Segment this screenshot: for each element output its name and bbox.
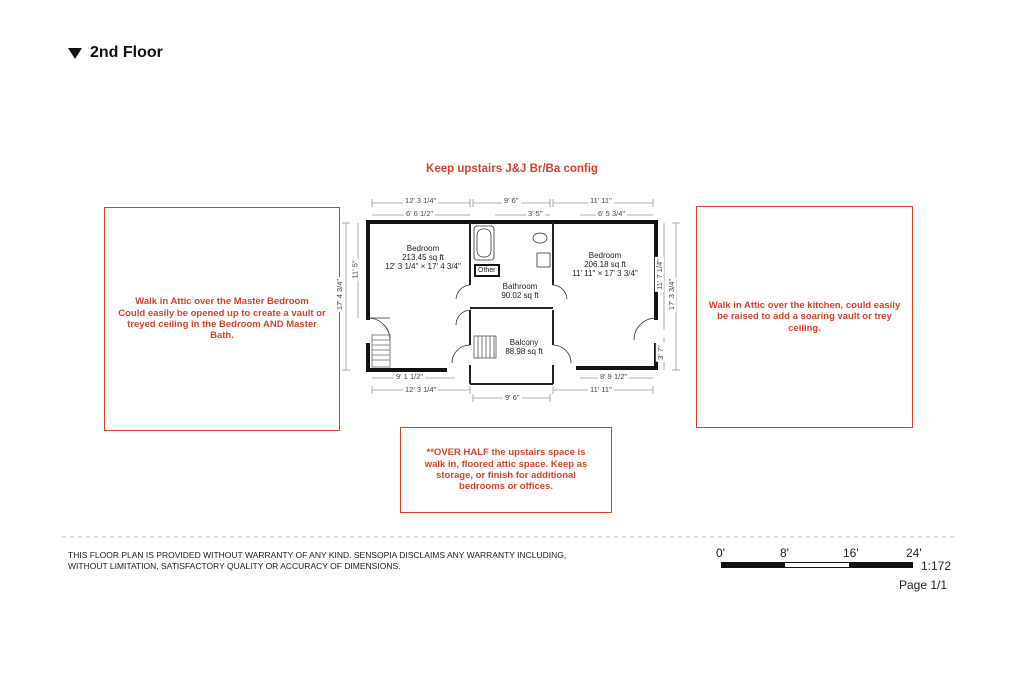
dim-label: 12' 3 1/4" (405, 385, 437, 394)
dim-label: 6' 5 3/4" (598, 209, 626, 218)
dim-label: 9' 6" (504, 196, 519, 205)
room-area: 90.02 sq ft (501, 291, 539, 301)
note-left-line: Bath. (210, 330, 234, 342)
inner-walls (470, 222, 553, 384)
page-number: Page 1/1 (899, 578, 948, 592)
dim-label: 3' 7" (655, 345, 665, 360)
scale-tick: 0' (716, 546, 725, 560)
dim-label: 12' 3 1/4" (405, 196, 437, 205)
note-right-line: ceiling. (788, 322, 821, 334)
room-dims: 12' 3 1/4" × 17' 4 3/4" (385, 262, 461, 272)
scale-tick: 24' (906, 546, 922, 560)
note-bottom-line: **OVER HALF the upstairs space is (426, 447, 586, 459)
note-right-line: Walk in Attic over the kitchen, could easily (708, 299, 901, 311)
room-balcony (496, 338, 552, 356)
scale-bar-segment (722, 563, 785, 567)
dim-label: 17' 4 3/4" (335, 278, 345, 311)
dim-label: 9' 1 1/2" (396, 372, 424, 381)
note-bottom-line: storage, or finish for additional (436, 470, 576, 481)
dim-label: 8' 9 1/2" (600, 372, 628, 381)
disclaimer-line: THIS FLOOR PLAN IS PROVIDED WITHOUT WARRANTY OF ANY KIND. SENSOPIA DISCLAIMS ANY WARRANTY INCLUDING, (68, 550, 567, 560)
room-area: 206.18 sq ft (584, 260, 626, 270)
disclaimer (68, 550, 668, 572)
plan-title: Keep upstairs J&J Br/Ba config (426, 163, 598, 175)
scale-bar-segment (849, 563, 912, 567)
room-bedroom-left (380, 244, 466, 272)
room-bedroom-right (565, 251, 645, 279)
scale-tick: 8' (780, 546, 789, 560)
floor-title: 2nd Floor (90, 44, 163, 61)
room-name: Bathroom (502, 282, 538, 291)
room-name: Bedroom (588, 251, 622, 260)
room-name: Bedroom (406, 244, 440, 253)
room-bathroom (490, 282, 550, 300)
dim-label: 11' 7 1/4" (654, 259, 664, 290)
room-dims: 11' 11" × 17' 3 3/4" (572, 269, 638, 279)
dim-label: 11' 5" (350, 260, 360, 279)
note-bottom-line: walk in, floored attic space. Keep as (424, 458, 588, 470)
dim-label: 9' 6" (505, 393, 520, 402)
note-right-line: be raised to add a soaring vault or trey (717, 311, 892, 323)
note-left-line: Could easily be opened up to create a vault or (118, 307, 326, 319)
scale-bar-segment (785, 563, 848, 567)
dim-label: 17' 3 3/4" (667, 278, 677, 311)
room-area: 88.98 sq ft (505, 347, 543, 357)
note-left-line: Walk in Attic over the Master Bedroom (135, 296, 309, 308)
scale-tick: 16' (843, 546, 859, 560)
dim-label: 11' 11" (590, 196, 612, 205)
dim-label: 11' 11" (590, 385, 612, 394)
disclaimer-line: WITHOUT LIMITATION, SATISFACTORY QUALITY OR ACCURACY OF DIMENSIONS. (68, 561, 401, 572)
room-area: 213.45 sq ft (402, 253, 444, 263)
note-left-line: treyed ceiling in the Bedroom AND Master (127, 319, 317, 330)
dim-label: 6' 6 1/2" (406, 209, 434, 218)
dim-label: 3' 5" (528, 209, 543, 218)
room-name: Balcony (509, 338, 539, 347)
scale-ratio: 1:172 (921, 559, 952, 573)
scale-bar (721, 562, 913, 568)
note-bottom-line: bedrooms or offices. (459, 481, 553, 493)
other-closet-label: Other (474, 264, 500, 277)
